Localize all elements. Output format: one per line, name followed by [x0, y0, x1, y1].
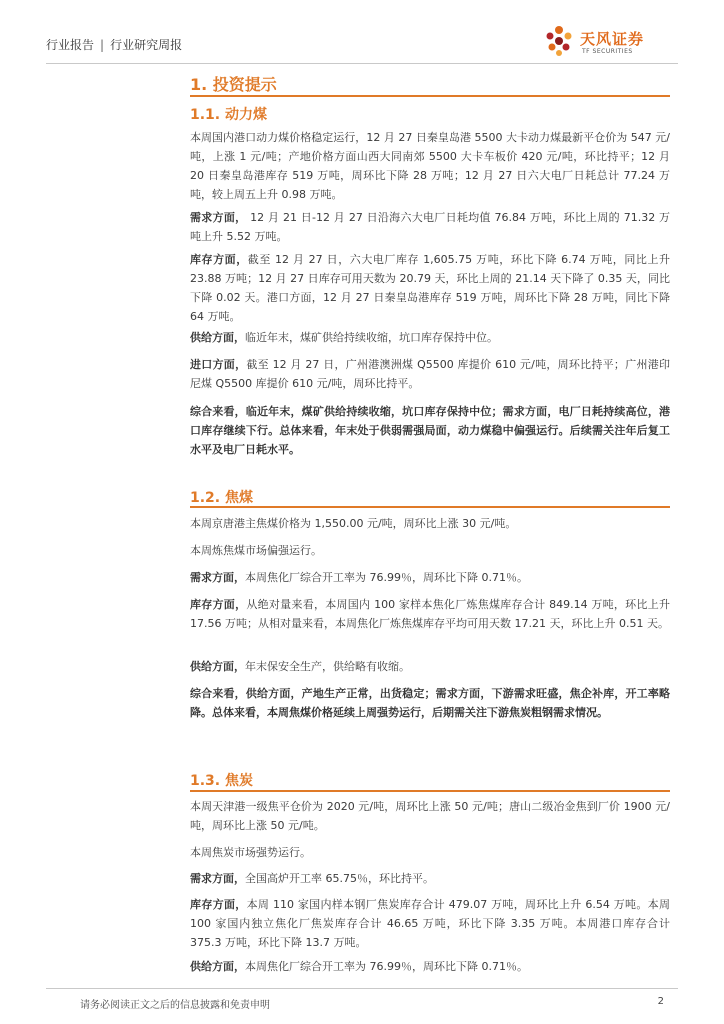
demand-text: 全国高炉开工率 65.75％，环比持平。 [245, 872, 434, 885]
inventory-label: 库存方面， [190, 598, 247, 611]
coke-inventory [190, 895, 670, 952]
page-number: 2 [657, 996, 664, 1007]
inventory-label: 库存方面， [190, 253, 248, 266]
coke-supply [190, 957, 670, 976]
coking-coal-price: 本周京唐港主焦煤价格为 1,550.00 元/吨，周环比上涨 30 元/吨。 [190, 517, 517, 530]
coking-coal-demand [190, 568, 670, 587]
company-logo [542, 24, 672, 64]
footer-disclaimer: 请务必阅读正文之后的信息披露和免责申明 [80, 1000, 270, 1011]
coking-coal-inventory [190, 595, 670, 633]
coking-coal-market: 本周炼焦煤市场偏强运行。 [190, 544, 322, 557]
header-separator: | [100, 38, 105, 52]
supply-text: 临近年末，煤矿供给持续收缩，坑口库存保持中位。 [245, 331, 498, 344]
import-text: 截至 12 月 27 日，广州港澳洲煤 Q5500 库提价 610 元/吨，周环比持平；广州港印尼煤 Q5500 库提价 610 元/吨，周环比持平。 [190, 358, 671, 390]
footer-divider [46, 988, 678, 989]
section-title-underline [190, 95, 670, 97]
import-label: 进口方面， [190, 358, 247, 371]
thermal-coal-summary: 本周国内港口动力煤价格稳定运行，12 月 27 日秦皇岛港 5500 大卡动力煤最新平仓价为 547 元/吨，上涨 1 元/吨；产地价格方面山西大同南郊 5500 大卡车板价 420 元/吨，环比持平；12 月 20 日秦皇岛港库存 519 万吨，周环比下降 28 万吨；12 月 27 日六大电厂日耗总计 77.24 万吨，较上周五上升 0.98 万吨。 [190, 131, 670, 201]
logo-mark-icon [542, 24, 576, 58]
thermal-coal-supply [190, 328, 670, 347]
supply-label: 供给方面， [190, 331, 245, 344]
demand-label: 需求方面， [190, 571, 245, 584]
coke-price: 本周天津港一级焦平仓价为 2020 元/吨，周环比上涨 50 元/吨；唐山二级冶金焦到厂价 1900 元/吨，周环比上涨 50 元/吨。 [190, 800, 670, 832]
coke-market: 本周焦炭市场强势运行。 [190, 846, 311, 859]
section-title: 1. 投资提示 [190, 75, 277, 94]
subsection-underline-coking-coal [190, 506, 670, 508]
supply-label: 供给方面， [190, 960, 245, 973]
coking-coal-supply [190, 657, 670, 676]
thermal-coal-import [190, 355, 670, 393]
logo-text-en: TF SECURITIES [582, 48, 633, 55]
thermal-coal-conclusion: 综合来看，临近年末，煤矿供给持续收缩，坑口库存保持中位；需求方面，电厂日耗持续高位，港口库存继续下行。总体来看，年末处于供弱需强局面，动力煤稳中偏强运行。后续需关注年后复工水平及电厂日耗水平。 [190, 405, 670, 456]
demand-text: 12 月 21 日-12 月 27 日沿海六大电厂日耗均值 76.84 万吨，环比上周的 71.32 万吨上升 5.52 万吨。 [190, 211, 671, 243]
report-subcategory: 行业研究周报 [110, 38, 183, 52]
inventory-text: 本周 110 家国内样本钢厂焦炭库存合计 479.07 万吨，周环比上升 6.54 万吨。本周 100 家国内独立焦化厂焦炭库存合计 46.65 万吨，环比下降 3.35 万吨。本周港口库存合计 375.3 万吨，环比下降 13.7 万吨。 [190, 898, 670, 949]
logo-text-cn: 天风证券 [580, 30, 645, 48]
supply-text: 本周焦化厂综合开工率为 76.99％，周环比下降 0.71％。 [245, 960, 528, 973]
header-divider [46, 63, 678, 64]
thermal-coal-inventory [190, 250, 670, 326]
thermal-coal-demand [190, 208, 670, 246]
subsection-title-thermal-coal: 1.1. 动力煤 [190, 107, 267, 123]
inventory-text: 从绝对量来看，本周国内 100 家样本焦化厂炼焦煤库存合计 849.14 万吨，环比上升 17.56 万吨；从相对量来看，本周焦化厂炼焦煤库存平均可用天数 17.21 天，环比上升 0.51 天。 [190, 598, 670, 630]
demand-label: 需求方面， [190, 211, 247, 224]
subsection-title-coke: 1.3. 焦炭 [190, 773, 253, 789]
coking-coal-conclusion: 综合来看，供给方面，产地生产正常，出货稳定；需求方面，下游需求旺盛，焦企补库，开工率略降。总体来看，本周焦煤价格延续上周强势运行，后期需关注下游焦炭粗钢需求情况。 [190, 687, 670, 719]
demand-text: 本周焦化厂综合开工率为 76.99％，周环比下降 0.71％。 [245, 571, 528, 584]
subsection-underline-coke [190, 790, 670, 792]
supply-label: 供给方面， [190, 660, 245, 673]
inventory-label: 库存方面， [190, 898, 247, 911]
subsection-title-coking-coal: 1.2. 焦煤 [190, 490, 253, 506]
inventory-text: 截至 12 月 27 日，六大电厂库存 1,605.75 万吨，环比下降 6.74 万吨，同比上升 23.88 万吨；12 月 27 日库存可用天数为 20.79 天，环比上周的 21.14 天下降了 0.35 天，同比下降 0.02 天。港口方面，12 月 27 日秦皇岛港库存 519 万吨，周环比下降 28 万吨，同比下降 64 万吨。 [190, 253, 670, 323]
report-category: 行业报告 [46, 38, 95, 52]
supply-text: 年末保安全生产，供给略有收缩。 [245, 660, 410, 673]
coke-demand [190, 869, 670, 888]
demand-label: 需求方面， [190, 872, 245, 885]
page-header [46, 36, 182, 53]
